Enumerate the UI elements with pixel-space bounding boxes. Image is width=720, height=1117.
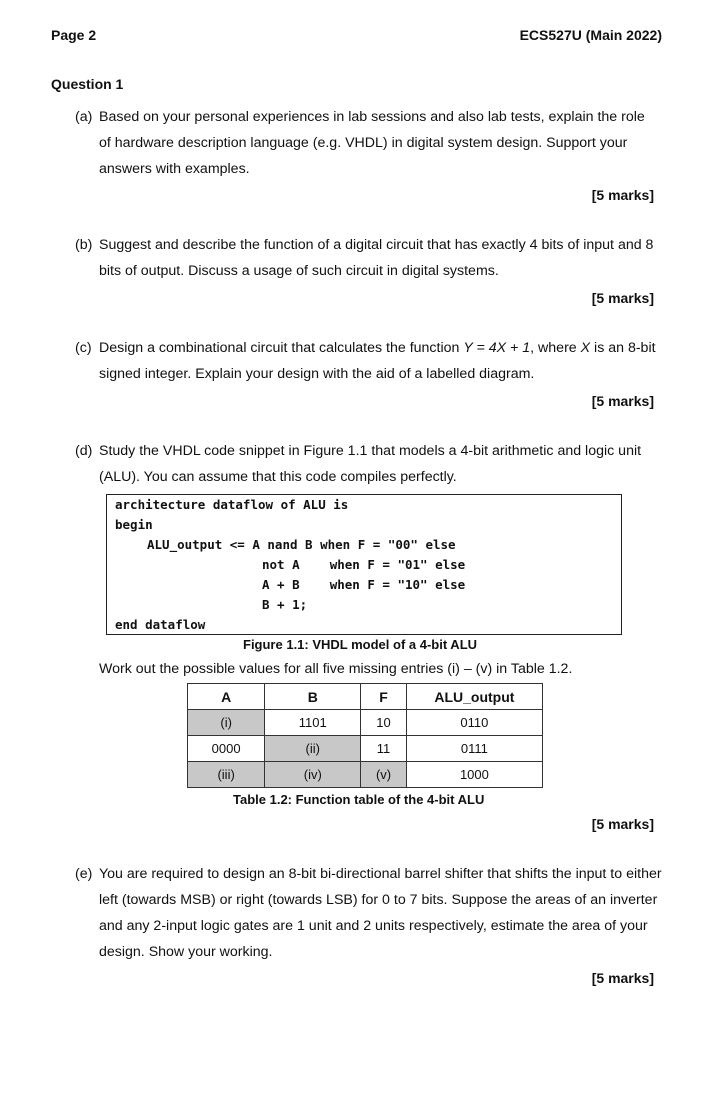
exam-code: ECS527U (Main 2022) bbox=[519, 27, 662, 43]
missing-entry-iii: (iii) bbox=[188, 762, 265, 788]
part-b-line2: bits of output. Discuss a usage of such circuit in digital systems. bbox=[99, 263, 499, 279]
code-line-6: B + 1; bbox=[262, 597, 308, 612]
part-c bbox=[75, 335, 681, 387]
table-cell: 1000 bbox=[406, 762, 542, 788]
part-e-line3: and any 2-input logic gates are 1 unit and 2 units respectively, estimate the area of your bbox=[99, 918, 648, 934]
table-cell: 0110 bbox=[406, 710, 542, 736]
table-cell: 10 bbox=[361, 710, 407, 736]
part-d bbox=[75, 438, 681, 490]
part-c-line1-pre: Design a combinational circuit that calculates the function bbox=[99, 340, 464, 356]
header-f: F bbox=[361, 684, 407, 710]
part-a-line2: of hardware description language (e.g. VHDL) in digital system design. Support your bbox=[99, 135, 628, 151]
part-c-label: (c) bbox=[75, 340, 92, 356]
part-d-line2: (ALU). You can assume that this code compiles perfectly. bbox=[99, 469, 457, 485]
part-e-marks: [5 marks] bbox=[591, 970, 654, 986]
missing-entry-iv: (iv) bbox=[265, 762, 361, 788]
question-title: Question 1 bbox=[51, 76, 124, 92]
table-header-row bbox=[188, 684, 543, 710]
part-c-line1-post: is an 8-bit bbox=[590, 340, 656, 356]
table-cell: 0000 bbox=[188, 736, 265, 762]
missing-entry-v: (v) bbox=[361, 762, 407, 788]
header-a: A bbox=[188, 684, 265, 710]
missing-entry-i: (i) bbox=[188, 710, 265, 736]
code-line-5: A + B when F = "10" else bbox=[262, 577, 466, 592]
code-line-1: architecture dataflow of ALU is bbox=[115, 497, 349, 512]
code-line-4: not A when F = "01" else bbox=[262, 557, 466, 572]
table-cell: 11 bbox=[361, 736, 407, 762]
part-a-line3: answers with examples. bbox=[99, 161, 250, 177]
code-line-3: ALU_output <= A nand B when F = "00" else bbox=[147, 537, 456, 552]
table-cell: 0111 bbox=[406, 736, 542, 762]
header-b: B bbox=[265, 684, 361, 710]
part-e-line1: You are required to design an 8-bit bi-directional barrel shifter that shifts the input to either bbox=[99, 866, 662, 882]
table-row bbox=[188, 736, 543, 762]
part-a-marks: [5 marks] bbox=[591, 187, 654, 203]
part-b bbox=[75, 232, 681, 284]
vhdl-code-box bbox=[106, 494, 622, 635]
part-a bbox=[75, 104, 681, 182]
part-b-line1: Suggest and describe the function of a digital circuit that has exactly 4 bits of input and 8 bbox=[99, 237, 654, 253]
part-e-line4: design. Show your working. bbox=[99, 944, 273, 960]
part-b-label: (b) bbox=[75, 237, 93, 253]
table-row bbox=[188, 710, 543, 736]
part-d-instruction: Work out the possible values for all five missing entries (i) – (v) in Table 1.2. bbox=[99, 661, 573, 677]
part-a-line1: Based on your personal experiences in lab sessions and also lab tests, explain the role bbox=[99, 109, 645, 125]
function-table bbox=[187, 683, 543, 788]
page-number: Page 2 bbox=[51, 27, 97, 43]
part-a-label: (a) bbox=[75, 109, 93, 125]
code-line-2: begin bbox=[115, 517, 153, 532]
part-c-line1-mid: , where bbox=[530, 340, 581, 356]
part-e-label: (e) bbox=[75, 866, 93, 882]
table-cell: 1101 bbox=[265, 710, 361, 736]
part-b-marks: [5 marks] bbox=[591, 290, 654, 306]
part-c-equation: Y = 4X + 1 bbox=[463, 340, 531, 356]
figure-caption: Figure 1.1: VHDL model of a 4-bit ALU bbox=[243, 637, 478, 652]
part-e-line2: left (towards MSB) or right (towards LSB) for 0 to 7 bits. Suppose the areas of an inverter bbox=[99, 892, 658, 908]
part-d-line1: Study the VHDL code snippet in Figure 1.1 that models a 4-bit arithmetic and logic unit bbox=[99, 443, 642, 459]
part-e bbox=[75, 861, 681, 965]
table-caption: Table 1.2: Function table of the 4-bit ALU bbox=[233, 792, 485, 807]
header-alu-output: ALU_output bbox=[406, 684, 542, 710]
part-c-variable: X bbox=[580, 340, 591, 356]
part-d-label: (d) bbox=[75, 443, 93, 459]
part-d-marks: [5 marks] bbox=[591, 816, 654, 832]
part-c-line2: signed integer. Explain your design with the aid of a labelled diagram. bbox=[99, 366, 535, 382]
table-row bbox=[188, 762, 543, 788]
missing-entry-ii: (ii) bbox=[265, 736, 361, 762]
code-line-7: end dataflow bbox=[115, 617, 206, 632]
part-c-marks: [5 marks] bbox=[591, 393, 654, 409]
